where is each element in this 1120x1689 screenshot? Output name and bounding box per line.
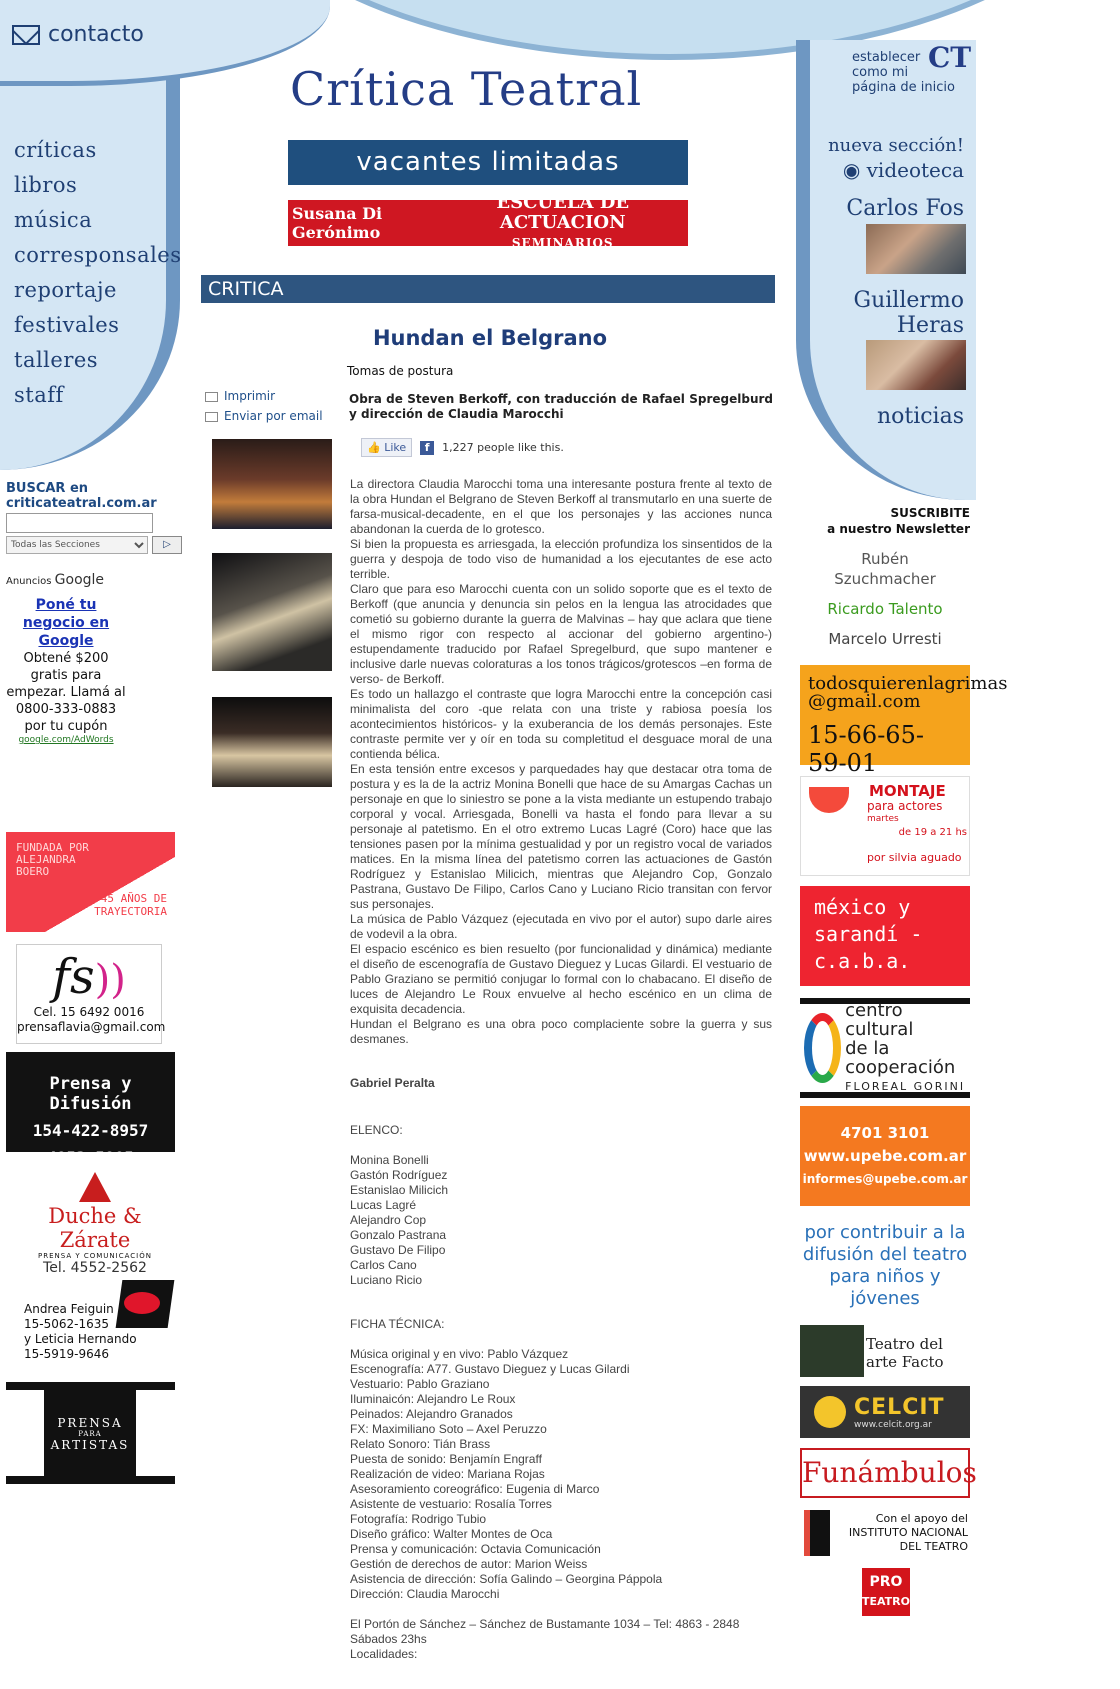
set-homepage-link[interactable] [852, 41, 972, 95]
paragraph: Es todo un hallazgo el contraste que logra Marocchi entre la concepción casi minimalista del coro -que relata con una triste y rabiosa poesía los acontecimientos históricos- y la exuberancia de los demás personajes. Este contraste permite ver y oír en toda su completitud el desguace moral de una contienda bélica. [350, 687, 772, 761]
email-link[interactable]: Enviar por email [205, 406, 323, 426]
escuela-subtitle: SEMINARIOS [511, 236, 614, 250]
ads-label: Anuncios [6, 576, 52, 587]
teatro-arte-facto-ad[interactable] [800, 1325, 970, 1377]
paragraph: Claro que para eso Marocchi cuenta con un solido soporte que es el texto de Berkoff (que anuncia y denuncia sin pelos en la lengua las atrocidades que cometió su gobierno durante la guerra de Malvinas – hay que aclara que tiene el mismo rigor con respecto al accionar del gobierno argentino-) estupendamente traducido por Rafael Spregelburd, que supo mantener e inclusive darle nuevas coloraturas a los tonos trágicos/grotescos –en forma de verso- de Berkoff. [350, 582, 772, 686]
tree-icon [79, 1172, 111, 1202]
paragraph: En esta tensión entre excesos y parquedades hay que destacar otra toma de postura y es la de la actriz Monina Bonelli que hace de su Amargas Cachas un personaje en que lo siniestro se pone a la vista mediante un estupendo trabajo corporal y vocal. Arriesgada, Bonelli va hasta el fondo para llevar a su personaje al patetismo. En el otro extremo Lucas Lagré (Coro) hace que las tensiones pasen por la mínima gestualidad y por un registro vocal de variados matices. En la misma línea del patetismo corren las actuaciones de Gastón Rodríguez y Estanislao Milicich, mientras que Alejandro Cop, Gonzalo Pastrana, Gustavo De Filipo, Carlos Cano y Luciano Ricio transitan con fervor sus personajes. [350, 762, 772, 911]
funambulos-ad[interactable]: Funámbulos [800, 1448, 970, 1498]
andrea-feiguin-ad[interactable] [24, 1280, 174, 1360]
montaje-title: MONTAJE [869, 782, 946, 800]
article-title: Hundan el Belgrano [372, 326, 608, 350]
list-item: Monina Bonelli [350, 1153, 429, 1167]
search-label-2: criticateatral.com.ar [6, 496, 157, 511]
like-button[interactable]: 👍 Like [361, 438, 412, 457]
list-item: Vestuario: Pablo Graziano [350, 1377, 490, 1391]
new-section-label: nueva sección! [828, 135, 964, 156]
like-count: 1,227 people like this. [442, 441, 564, 454]
vacantes-banner[interactable]: vacantes limitadas [288, 140, 688, 185]
camera-icon: ◉ [842, 158, 867, 182]
celcit-ad[interactable] [800, 1386, 970, 1438]
carlos-fos-photo[interactable] [866, 224, 966, 274]
duche-name: Duche & Zárate [48, 1204, 142, 1252]
int-text: Con el apoyo del INSTITUTO NACIONAL DEL TEATRO [848, 1512, 968, 1553]
duche-zarate-ad[interactable] [20, 1172, 170, 1276]
nav-talleres[interactable]: talleres [14, 348, 99, 372]
fundada-text: FUNDADA POR ALEJANDRA BOERO [16, 841, 89, 878]
venue-tickets: Localidades: [350, 1647, 418, 1661]
paragraph: Hundan el Belgrano es una obra poco complaciente sobre la guerra y sus desmanes. [350, 1017, 772, 1046]
upebe-url: www.upebe.com.ar [803, 1147, 967, 1165]
ccc-text: centro cultural de la cooperación FLOREAL GORINI [845, 999, 966, 1093]
list-item: Puesta de sonido: Benjamín Engraff [350, 1452, 542, 1466]
list-item: Estanislao Milicich [350, 1183, 449, 1197]
fs-prensa-ad[interactable] [16, 944, 166, 1044]
newsletter-1: SUSCRIBITE [890, 506, 970, 520]
name-marcelo-urresti[interactable]: Marcelo Urresti [828, 630, 942, 648]
escuela-banner[interactable] [288, 192, 688, 250]
mexico-sarandi-ad[interactable]: méxico y sarandí - c.a.b.a. [800, 886, 970, 986]
artistas-3: ARTISTAS [50, 1438, 130, 1452]
centro-cultural-ad[interactable] [800, 998, 970, 1098]
list-item: Peinados: Alejandro Granados [350, 1407, 513, 1421]
carlos-fos-link[interactable]: Carlos Fos [846, 196, 964, 221]
search-box [6, 481, 186, 554]
list-item: Gustavo De Filipo [350, 1243, 446, 1257]
noticias-link[interactable]: noticias [876, 404, 964, 429]
list-item: Asistente de vestuario: Rosalía Torres [350, 1497, 552, 1511]
search-go-button[interactable]: ▷ [152, 536, 182, 554]
escuela-name: Susana Di Gerónimo [292, 204, 383, 242]
nav-staff[interactable]: staff [14, 383, 64, 407]
prensa-phone-1: 154-422-8957 [32, 1121, 149, 1140]
google-ad-url[interactable]: google.com/AdWords [18, 735, 114, 745]
list-item: Música original y en vivo: Pablo Vázquez [350, 1347, 569, 1361]
search-label-1: BUSCAR en [6, 481, 89, 496]
duche-tel: Tel. 4552-2562 [43, 1260, 147, 1276]
google-ad-title[interactable]: Poné tu negocio en Google [22, 597, 110, 649]
artistas-2: PARA [78, 1430, 102, 1438]
newsletter-link[interactable] [820, 505, 970, 537]
trayectoria-text: 45 AÑOS DE TRAYECTORIA [94, 892, 167, 918]
homepage-text-3: página de inicio [852, 80, 955, 95]
list-item: Carlos Cano [350, 1258, 417, 1272]
ficha-title: FICHA TÉCNICA: [350, 1317, 445, 1331]
ficha-tecnica [350, 1317, 662, 1602]
paragraph: Si bien la propuesta es arriesgada, la elección profundiza los sinsentidos de la guerra y despoja de todo viso de humanidad a los ejecutantes de ese acto terrible. [350, 537, 772, 581]
heras-name-2: Heras [896, 313, 964, 338]
google-brand: Google [54, 572, 105, 588]
list-item: Asesoramiento coreográfico: Eugenia di Marco [350, 1482, 600, 1496]
lagrimas-mail: todosquierenlagrimas @gmail.com [808, 673, 1008, 712]
list-item: Dirección: Claudia Marocchi [350, 1587, 500, 1601]
venue-schedule: Sábados 23hs [350, 1632, 427, 1646]
upebe-phone: 4701 3101 [840, 1124, 930, 1142]
nav-corresponsales[interactable]: corresponsales [14, 243, 182, 267]
paragraph: El espacio escénico es bien resuelto (por funcionalidad y dinámica) mediante el diseño de escenografía de Gustavo Dieguez y Lucas Gilardi. El vestuario de Pablo Graziano se permitió conjugar lo formal con lo chabacano. El diseño de luces de Alejandro Le Roux envuelve al hecho escénico en un clima de exquisita decadencia. [350, 942, 772, 1016]
montaje-teacher: por silvia aguado [867, 851, 962, 864]
watermelon-icon [809, 787, 849, 813]
montaje-ad[interactable] [800, 776, 970, 876]
site-logo[interactable]: Crítica Teatral [290, 62, 643, 116]
newsletter-2: a nuestro Newsletter [827, 522, 970, 536]
venue-address: El Portón de Sánchez – Sánchez de Bustamante 1034 – Tel: 4863 - 2848 [350, 1617, 740, 1631]
contribuir-text: por contribuir a la difusión del teatro para niños y jóvenes [802, 1222, 968, 1309]
guillermo-heras-link[interactable] [820, 288, 964, 338]
list-item: Asistencia de dirección: Sofía Galindo – Georgina Páppola [350, 1572, 663, 1586]
contact-link[interactable] [12, 22, 144, 47]
google-ad-text: Obtené $200 gratis para empezar. Llamá al 0800-333-0883 por tu cupón [6, 651, 126, 734]
homepage-text-2: como mi [852, 65, 909, 80]
list-item: Gastón Rodríguez [350, 1168, 448, 1182]
ccc-logo-icon [804, 1013, 841, 1083]
list-item: Prensa y comunicación: Octavia Comunicación [350, 1542, 601, 1556]
nav-musica[interactable]: música [14, 208, 93, 232]
google-ad [6, 572, 126, 745]
name-ruben[interactable]: Rubén [861, 550, 909, 568]
article-tools [205, 386, 323, 426]
int-logo-icon [804, 1510, 830, 1556]
duche-sub: PRENSA Y COMUNICACIÓN [38, 1252, 152, 1260]
list-item: Gonzalo Pastrana [350, 1228, 447, 1242]
paragraph: La música de Pablo Vázquez (ejecutada en vivo por el autor) supo darle aires de vodevil a la obra. [350, 912, 772, 941]
celcit-logo-icon [814, 1396, 846, 1428]
elenco-list [350, 1123, 448, 1288]
celcit-text: CELCIT www.celcit.org.ar [854, 1394, 945, 1430]
article-photo-2[interactable] [212, 553, 332, 671]
print-link[interactable]: Imprimir [205, 386, 323, 406]
article-kicker: Tomas de postura [347, 364, 454, 378]
prensa-phone-2: 4953-5905 [47, 1148, 134, 1167]
venue-info [350, 1617, 770, 1662]
prensa-artistas-ad[interactable] [6, 1382, 175, 1484]
left-nav [14, 133, 182, 413]
artistas-1: PRENSA [57, 1416, 123, 1430]
envelope-icon [12, 25, 40, 45]
list-item: Escenografía: A77. Gustavo Dieguez y Lucas Gilardi [350, 1362, 630, 1376]
list-item: Relato Sonoro: Tián Brass [350, 1437, 491, 1451]
facebook-icon: f [420, 441, 434, 455]
lagrimas-ad[interactable] [800, 665, 1008, 777]
upebe-mail: informes@upebe.com.ar [802, 1172, 968, 1186]
list-item: Realización de video: Mariana Rojas [350, 1467, 545, 1481]
search-input[interactable] [6, 513, 153, 533]
printer-icon [205, 392, 218, 402]
lagrimas-phone: 15-66-65-59-01 [808, 721, 924, 777]
proteatro-ad[interactable]: PRO TEATRO [862, 1568, 910, 1616]
list-item: Lucas Lagré [350, 1198, 417, 1212]
envelope-icon [205, 412, 218, 422]
taf-text: Teatro del arte Facto [866, 1335, 944, 1371]
contact-label: contacto [48, 22, 144, 47]
andrea-text: Andrea Feiguin 15-5062-1635 y Leticia Hernando 15-5919-9646 [24, 1302, 137, 1361]
name-szuchmacher[interactable]: Szuchmacher [834, 570, 936, 588]
escuela-title-block [449, 193, 676, 253]
article-subtitle: Obra de Steven Berkoff, con traducción de Rafael Spregelburd y dirección de Claudia Marocchi [349, 392, 773, 421]
fs-mail: prensaflavia@gmail.com [17, 1020, 166, 1034]
nav-festivales[interactable]: festivales [14, 313, 120, 337]
list-item: Diseño gráfico: Walter Montes de Oca [350, 1527, 553, 1541]
article-author: Gabriel Peralta [350, 1076, 435, 1090]
list-item: Alejandro Cop [350, 1213, 427, 1227]
fundada-ad[interactable] [6, 832, 175, 932]
article-body [350, 477, 772, 1047]
elenco-title: ELENCO: [350, 1123, 403, 1137]
taf-logo-icon [800, 1325, 864, 1377]
section-select[interactable] [6, 536, 148, 554]
montaje-details: para actores martes de 19 a 21 hs [867, 799, 967, 838]
paragraph: La directora Claudia Marocchi toma una interesante postura frente al texto de la obra Hundan el Belgrano de Steven Berkoff al transmutarlo en una suerte de farsa-musical-decadente, en el que los personajes y las acciones nunca abandonan la cuerda de lo grotesco. [350, 477, 772, 536]
prensa-title: Prensa y Difusión [49, 1074, 132, 1114]
videoteca-link[interactable] [822, 134, 964, 182]
nav-criticas[interactable]: críticas [14, 138, 97, 162]
heras-name-1: Guillermo [853, 288, 964, 313]
name-ricardo-talento[interactable]: Ricardo Talento [827, 600, 943, 618]
article-photo-1[interactable] [212, 439, 332, 529]
nav-reportaje[interactable]: reportaje [14, 278, 117, 302]
instituto-nacional-ad[interactable] [800, 1510, 970, 1560]
homepage-text-1: establecer [852, 50, 921, 65]
videoteca-label: videoteca [866, 158, 964, 182]
homepage-logo-icon: CT [928, 41, 972, 74]
list-item: FX: Maximiliano Soto – Axel Peruzzo [350, 1422, 547, 1436]
nav-libros[interactable]: libros [14, 173, 78, 197]
facebook-like [361, 438, 564, 457]
list-item: Gestión de derechos de autor: Marion Weiss [350, 1557, 588, 1571]
fs-tel: Cel. 15 6492 0016 [33, 1005, 145, 1019]
list-item: Iluminaicón: Alejandro Le Roux [350, 1392, 516, 1406]
upebe-ad[interactable] [800, 1106, 970, 1206]
list-item: Fotografía: Rodrigo Tubio [350, 1512, 487, 1526]
prensa-difusion-ad[interactable] [6, 1052, 175, 1167]
article-photo-3[interactable] [212, 697, 332, 787]
list-item: Luciano Ricio [350, 1273, 423, 1287]
escuela-title: ESCUELA DE ACTUACION [496, 192, 630, 233]
guillermo-heras-photo[interactable] [866, 340, 966, 390]
section-header: CRITICA [201, 275, 775, 303]
fs-logo: fs)) [52, 949, 126, 1005]
